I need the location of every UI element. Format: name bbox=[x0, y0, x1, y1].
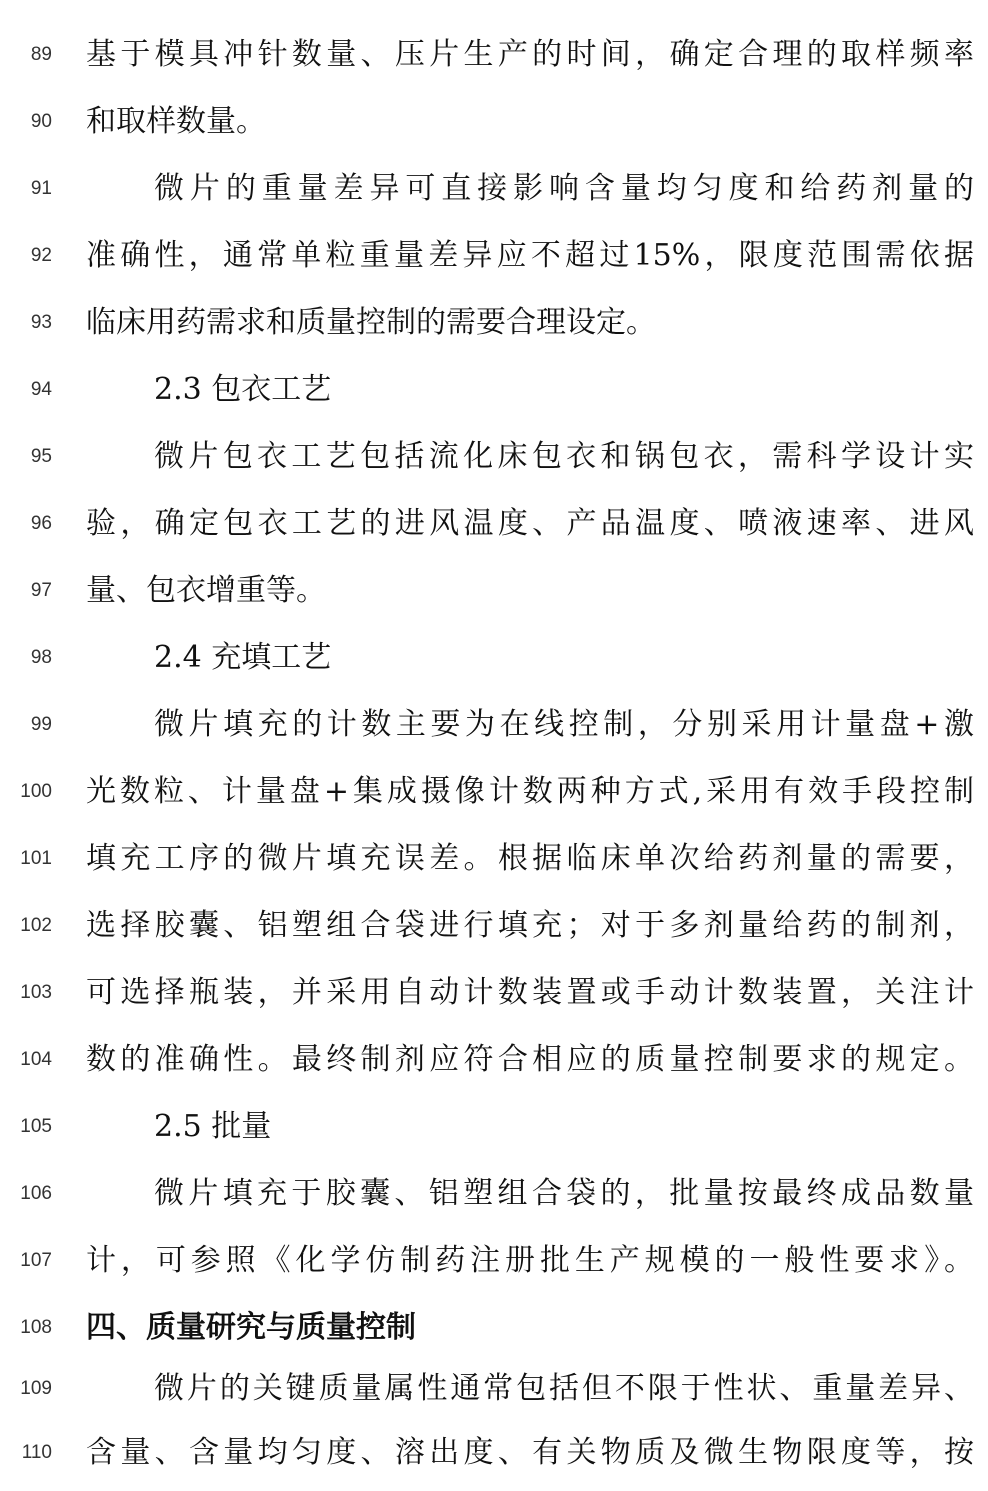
text-line bbox=[0, 960, 988, 1026]
line-text: 光数粒、计量盘+集成摄像计数两种方式,采用有效手段控制 bbox=[86, 774, 974, 809]
text-line bbox=[0, 1228, 988, 1294]
line-text: 微片填充的计数主要为在线控制，分别采用计量盘+激 bbox=[154, 707, 974, 742]
line-number: 107 bbox=[20, 1250, 52, 1271]
line-number: 110 bbox=[21, 1442, 52, 1463]
line-text: 微片包衣工艺包括流化床包衣和锅包衣，需科学设计实 bbox=[154, 439, 974, 474]
line-text: 计，可参照《化学仿制药注册批生产规模的一般性要求》。 bbox=[86, 1243, 974, 1278]
line-text: 微片填充于胶囊、铝塑组合袋的，批量按最终成品数量 bbox=[154, 1176, 974, 1211]
text-line bbox=[0, 558, 988, 624]
text-line bbox=[0, 1094, 988, 1160]
line-number: 93 bbox=[30, 312, 52, 333]
line-text: 准确性，通常单粒重量差异应不超过15%，限度范围需依据 bbox=[86, 238, 974, 273]
text-line bbox=[0, 759, 988, 825]
text-line bbox=[0, 692, 988, 758]
text-line bbox=[0, 89, 988, 155]
text-line bbox=[0, 290, 988, 356]
text-line bbox=[0, 893, 988, 959]
line-number: 105 bbox=[20, 1116, 52, 1137]
line-number: 103 bbox=[20, 982, 52, 1003]
line-text: 含量、含量均匀度、溶出度、有关物质及微生物限度等，按 bbox=[86, 1435, 974, 1470]
text-line bbox=[0, 1420, 988, 1486]
line-number: 96 bbox=[30, 513, 52, 534]
line-text: 微片的重量差异可直接影响含量均匀度和给药剂量的 bbox=[154, 171, 974, 206]
line-text: 微片的关键质量属性通常包括但不限于性状、重量差异、 bbox=[154, 1371, 974, 1406]
line-number: 100 bbox=[20, 781, 52, 802]
line-number: 106 bbox=[20, 1183, 52, 1204]
text-line bbox=[0, 625, 988, 691]
line-number: 90 bbox=[30, 111, 52, 132]
line-text: 量、包衣增重等。 bbox=[86, 573, 326, 608]
line-number: 104 bbox=[20, 1049, 52, 1070]
line-number: 101 bbox=[20, 848, 52, 869]
line-text: 基于模具冲针数量、压片生产的时间，确定合理的取样频率 bbox=[86, 37, 974, 72]
text-line bbox=[0, 826, 988, 892]
line-number: 94 bbox=[30, 379, 52, 400]
line-text: 和取样数量。 bbox=[86, 104, 266, 139]
text-line bbox=[0, 1027, 988, 1093]
text-line bbox=[0, 1295, 988, 1361]
line-text: 验，确定包衣工艺的进风温度、产品温度、喷液速率、进风 bbox=[86, 506, 974, 541]
line-number: 89 bbox=[30, 44, 52, 65]
line-number: 97 bbox=[30, 580, 52, 601]
section-heading: 2.5 批量 bbox=[154, 1109, 272, 1144]
line-text: 填充工序的微片填充误差。根据临床单次给药剂量的需要， bbox=[86, 841, 974, 876]
line-text: 可选择瓶装，并采用自动计数装置或手动计数装置，关注计 bbox=[86, 975, 974, 1010]
section-heading: 2.4 充填工艺 bbox=[154, 640, 332, 675]
line-text: 临床用药需求和质量控制的需要合理设定。 bbox=[86, 305, 656, 340]
line-number: 98 bbox=[30, 647, 52, 668]
line-number: 109 bbox=[20, 1378, 52, 1399]
text-line bbox=[0, 1356, 988, 1422]
text-line bbox=[0, 223, 988, 289]
line-number: 92 bbox=[30, 245, 52, 266]
line-number: 102 bbox=[20, 915, 52, 936]
line-number: 108 bbox=[20, 1317, 52, 1338]
text-line bbox=[0, 22, 988, 88]
text-line bbox=[0, 491, 988, 557]
line-text: 数的准确性。最终制剂应符合相应的质量控制要求的规定。 bbox=[86, 1042, 974, 1077]
section-heading: 2.3 包衣工艺 bbox=[154, 372, 332, 407]
text-line bbox=[0, 1161, 988, 1227]
text-line bbox=[0, 156, 988, 222]
line-number: 99 bbox=[30, 714, 52, 735]
text-line bbox=[0, 357, 988, 423]
text-line bbox=[0, 424, 988, 490]
line-number: 91 bbox=[30, 178, 52, 199]
chapter-heading: 四、质量研究与质量控制 bbox=[86, 1310, 416, 1345]
line-text: 选择胶囊、铝塑组合袋进行填充；对于多剂量给药的制剂， bbox=[86, 908, 974, 943]
line-number: 95 bbox=[30, 446, 52, 467]
